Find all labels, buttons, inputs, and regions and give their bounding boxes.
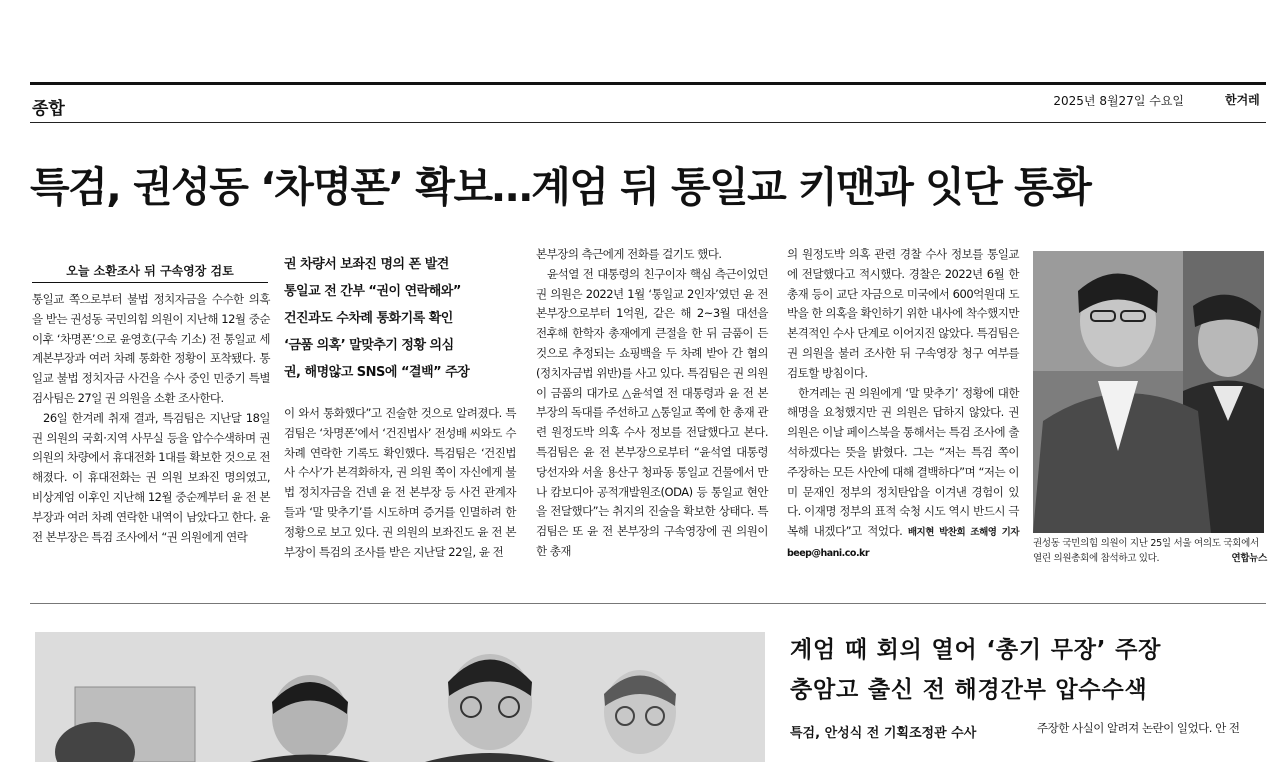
photo-credit: 연합뉴스 — [1231, 553, 1267, 564]
paragraph: 26일 한겨레 취재 결과, 특검팀은 지난달 18일 권 의원의 국회·지역 사무실 등을 압수수색하며 권 의원의 차량에서 휴대전화 1대를 확보한 것으로 전해졌다. 이 휴대전화는 권 의원 보좌진 명의였고, 비상계엄 이후인 지난해 12월 중순께부터 윤 전 본부장과 여러 차례 연락한 내역이 남았다고 한다. 윤 전 본부장은 특검 조사에서 “권 의원에게 연락 — [32, 410, 270, 544]
paragraph: 본부장의 측근에게 전화를 걸기도 했다. — [536, 247, 722, 261]
second-story-body: 주장한 사실이 알려져 논란이 일었다. 안 전 — [1037, 721, 1240, 735]
main-headline: 특검, 권성동 ‘차명폰’ 확보…계엄 뒤 통일교 키맨과 잇단 통화 — [30, 163, 1091, 211]
subhead: 권, 해명않고 SNS에 “결백” 주장 — [284, 365, 470, 380]
paper-logo: 한겨레 — [1225, 93, 1260, 107]
article-column-2 — [284, 404, 516, 562]
subheads — [284, 251, 514, 386]
paragraph: 통일교 쪽으로부터 불법 정치자금을 수수한 의혹을 받는 권성동 국민의힘 의원이 지난해 12월 중순 이후 ‘차명폰’으로 윤영호(구속 기소) 전 통일교 세계본부장과 여러 차례 통화한 정황이 포착됐다. 통일교 불법 정치자금 사건을 수사 중인 민중기 특별검사팀은 27일 권 의원을 소환 조사한다. — [32, 292, 270, 405]
photo-illustration — [1033, 251, 1264, 533]
kicker: 오늘 소환조사 뒤 구속영장 검토 — [32, 262, 268, 283]
paragraph — [787, 384, 1019, 564]
byline: 배지현 박찬희 조해영 기자 beep@hani.co.kr — [787, 527, 1020, 559]
paragraph: 윤석열 전 대통령의 친구이자 핵심 측근이었던 권 의원은 2022년 1월 ‘통일교 2인자’였던 윤 전 본부장으로부터 1억원, 같은 해 2~3월 대선을 전후해 한학자 총재에게 큰절을 한 뒤 금품이 든 것으로 추정되는 쇼핑백을 두 차례 받아 간 혐의(정치자금법 위반)를 사고 있다. 특검팀은 권 의원이 금품의 대가로 △윤석열 전 대통령과 윤 전 본부장의 독대를 주선하고 △통일교 쪽에 한 총재 관련 원정도박 의혹 수사 정보를 전달했다고 본다. 특검팀은 윤 전 본부장으로부터 “윤석열 대통령 당선자와 서울 용산구 청파동 통일교 건물에서 만나 캄보디아 공적개발원조(ODA) 등 통일교 현안을 전달했다”는 취지의 진술을 확보한 상태다. 특검팀은 또 윤 전 본부장의 구속영장에 권 의원이 한 총재 — [536, 266, 769, 558]
subhead: ‘금품 의혹’ 말맞추기 정황 의심 — [284, 338, 454, 353]
photo-illustration — [35, 632, 765, 762]
headline-line: 계엄 때 회의 열어 ‘총기 무장’ 주장 — [790, 637, 1162, 663]
subhead: 권 차량서 보좌진 명의 폰 발견 — [284, 257, 449, 272]
second-story-photo — [35, 632, 765, 762]
news-photo — [1033, 251, 1264, 533]
article-column-4 — [787, 245, 1019, 564]
section-label: 종합 — [32, 99, 65, 119]
story-separator — [30, 603, 1266, 604]
headline-line: 충암고 출신 전 해경간부 압수수색 — [790, 677, 1148, 703]
second-story-headline — [790, 630, 1270, 710]
paragraph: 의 원정도박 의혹 관련 경찰 수사 정보를 통일교에 전달했다고 적시했다. 경찰은 2022년 6월 한 총재 등이 교단 자금으로 미국에서 600억원대 도박을 한 의혹을 확인하기 위한 내사에 착수했지만 본격적인 수사 단계로 이어지진 않았다. 특검팀은 권 의원을 불러 조사한 뒤 구속영장 청구 여부를 검토할 방침이다. — [787, 247, 1019, 380]
issue-date: 2025년 8월27일 수요일 — [1053, 94, 1184, 108]
top-rule — [30, 82, 1266, 85]
photo-caption — [1033, 536, 1267, 566]
masthead-rule — [30, 122, 1266, 123]
second-story-subhead: 특검, 안성식 전 기획조정관 수사 — [790, 726, 977, 741]
caption-text: 권성동 국민의힘 의원이 지난 25일 서울 여의도 국회에서 열린 의원총회에 참석하고 있다. — [1033, 538, 1259, 564]
paragraph-text: 한겨레는 권 의원에게 ‘말 맞추기’ 정황에 대한 해명을 요청했지만 권 의원은 답하지 않았다. 권 의원은 이날 페이스북을 통해서는 특검 조사에 출석하겠다는 뜻을 밝혔다. 그는 “저는 특검 쪽이 주장하는 모든 사안에 대해 결백하다”며 “저는 이미 문재인 정부의 정치탄압을 이겨낸 경험이 있다. 이재명 정부의 표적 숙청 시도 역시 반드시 극복해 내겠다”고 적었다. — [787, 385, 1019, 539]
article-column-1 — [32, 290, 270, 547]
subhead: 건진과도 수차례 통화기록 확인 — [284, 311, 453, 326]
paragraph: 이 와서 통화했다”고 진술한 것으로 알려졌다. 특검팀은 ‘차명폰’에서 ‘건진법사’ 전성배 씨와도 수차례 연락한 기록도 확인했다. 특검팀은 ‘건진법사 수사’가 본격화하자, 권 의원 쪽이 자신에게 불법 정치자금을 건넨 윤 전 본부장 등 사건 관계자들과 ‘말 맞추기’를 시도하며 증거를 인멸하려 한 정황으로 보고 있다. 권 의원의 보좌진도 윤 전 본부장이 특검의 조사를 받은 지난달 22일, 윤 전 — [284, 406, 516, 559]
article-column-3 — [536, 245, 768, 562]
subhead: 통일교 전 간부 “권이 연락해와” — [284, 284, 461, 299]
